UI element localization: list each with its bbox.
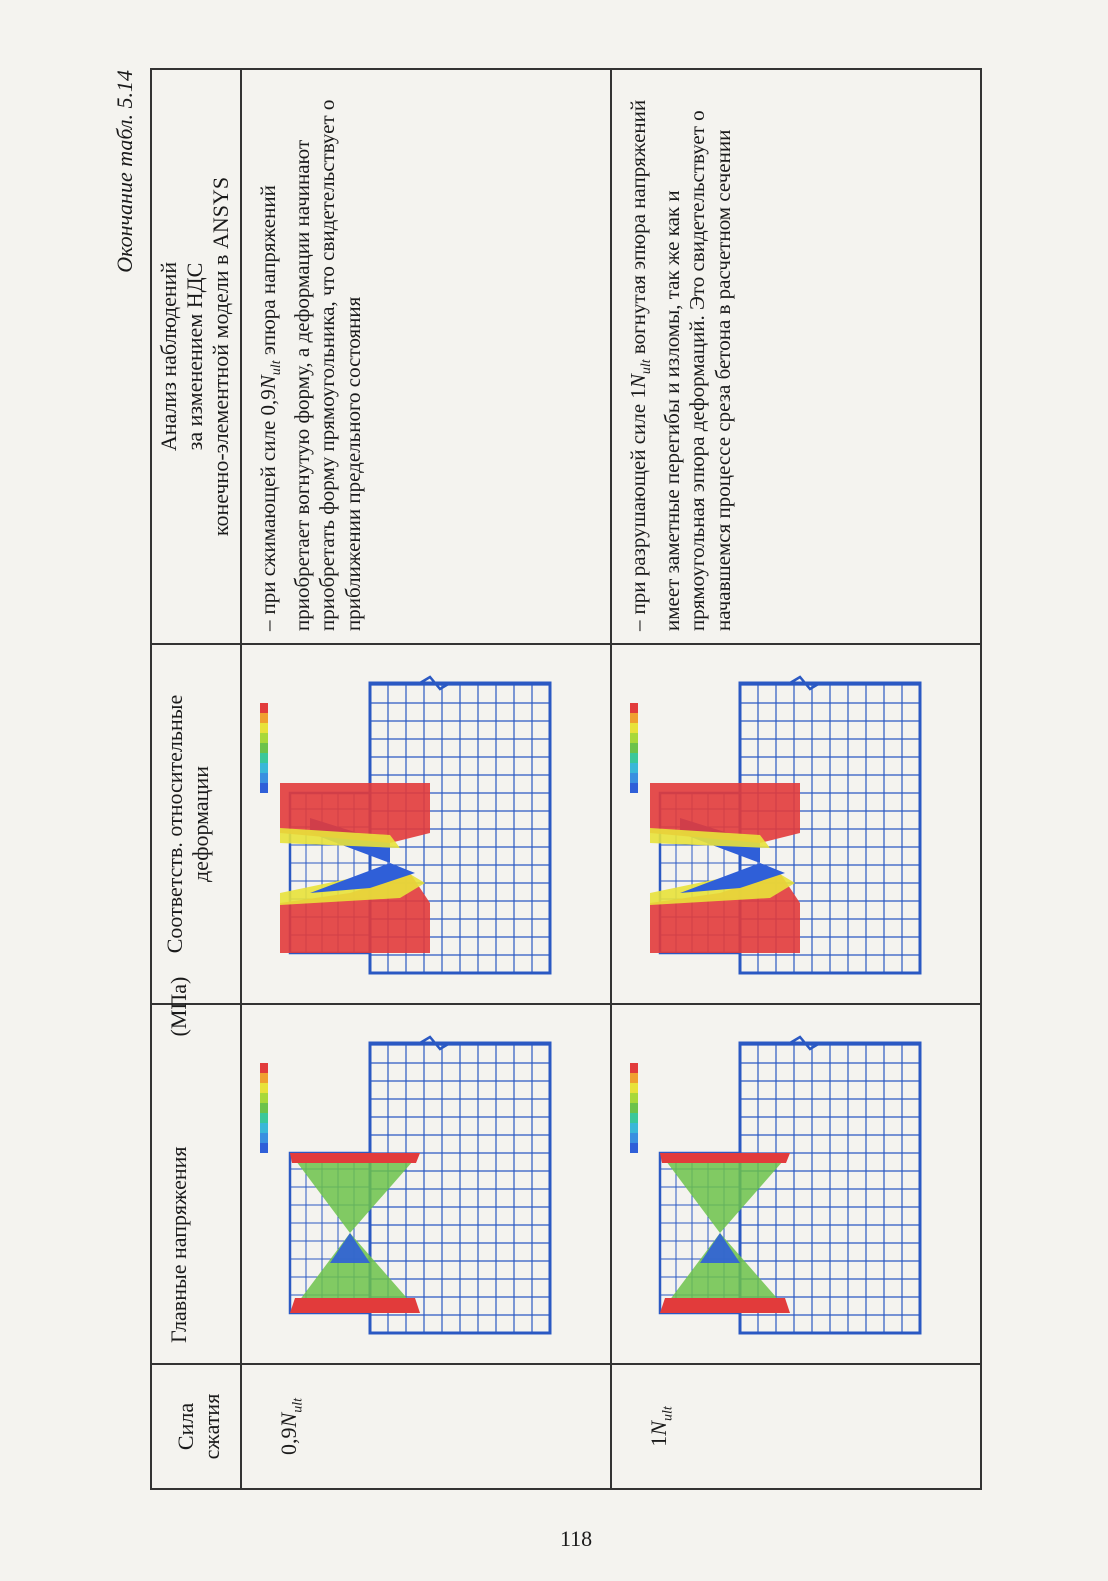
description-cell (611, 69, 981, 644)
force-sub: ult (660, 1406, 676, 1422)
header-row (151, 69, 241, 1489)
header-strain-line1: Соответств. относительные (162, 694, 187, 954)
strain-diagram-image (620, 663, 932, 993)
desc-sub: ult (269, 360, 285, 376)
header-analysis-line3: конечно-элементной модели в ANSYS (208, 176, 233, 537)
header-force (151, 1364, 241, 1489)
description-cell (241, 69, 611, 644)
force-sub: ult (290, 1398, 306, 1413)
force-prefix: 0,9 (276, 1427, 301, 1455)
desc-var: N (626, 374, 650, 389)
page-number: 118 (560, 1526, 593, 1551)
header-force-line2: сжатия (199, 1393, 224, 1460)
table-caption: Окончание табл. 5.14 (112, 70, 137, 273)
force-var: N (646, 1421, 671, 1436)
table-row (611, 69, 981, 1489)
desc-text-1: при разрушающей силе 1 (626, 388, 650, 615)
strain-plot-cell (241, 644, 611, 1004)
desc-sub: ult (639, 359, 655, 375)
header-strain (151, 644, 241, 1004)
header-strain-line2: деформации (188, 766, 213, 883)
rotated-page (112, 70, 980, 1490)
stress-plot-cell (611, 1004, 981, 1364)
strain-plot-cell (611, 644, 981, 1004)
force-prefix: 1 (646, 1435, 671, 1447)
stress-diagram-image (250, 1023, 562, 1353)
desc-dash: – (256, 620, 280, 631)
force-var: N (276, 1412, 301, 1428)
desc-var: N (256, 375, 280, 390)
strain-diagram-image (250, 663, 562, 993)
desc-dash: – (626, 620, 650, 631)
force-cell (241, 1364, 611, 1489)
stress-plot-cell (241, 1004, 611, 1364)
desc-text-2: эпюра напряжений приобретает вогнутую форму, а деформации начинают приобретать форму прямоугольника, что свидетельствует о приближении предельного состояния (256, 99, 365, 631)
table-row (241, 69, 611, 1489)
header-analysis-line1: Анализ наблюдений (156, 261, 181, 452)
header-analysis (151, 69, 241, 644)
header-stress-unit: (МПа) (166, 976, 191, 1037)
header-stress-label: Главные напряжения (166, 1146, 191, 1343)
desc-text-2: вогнутая эпюра напряжений имеет заметные перегибы и изломы, так же как и прямоугольная эпюра деформаций. Это свидетельствует о начавшемся процессе среза бетона в расчетном сечении (626, 99, 735, 631)
header-stress (151, 976, 241, 1364)
desc-text-1: при сжимающей силе 0,9 (256, 389, 280, 615)
force-cell (611, 1364, 981, 1489)
header-force-line1: Сила (173, 1402, 198, 1451)
results-table (150, 68, 982, 1490)
stress-diagram-image (620, 1023, 932, 1353)
header-analysis-line2: за изменением НДС (182, 262, 207, 451)
